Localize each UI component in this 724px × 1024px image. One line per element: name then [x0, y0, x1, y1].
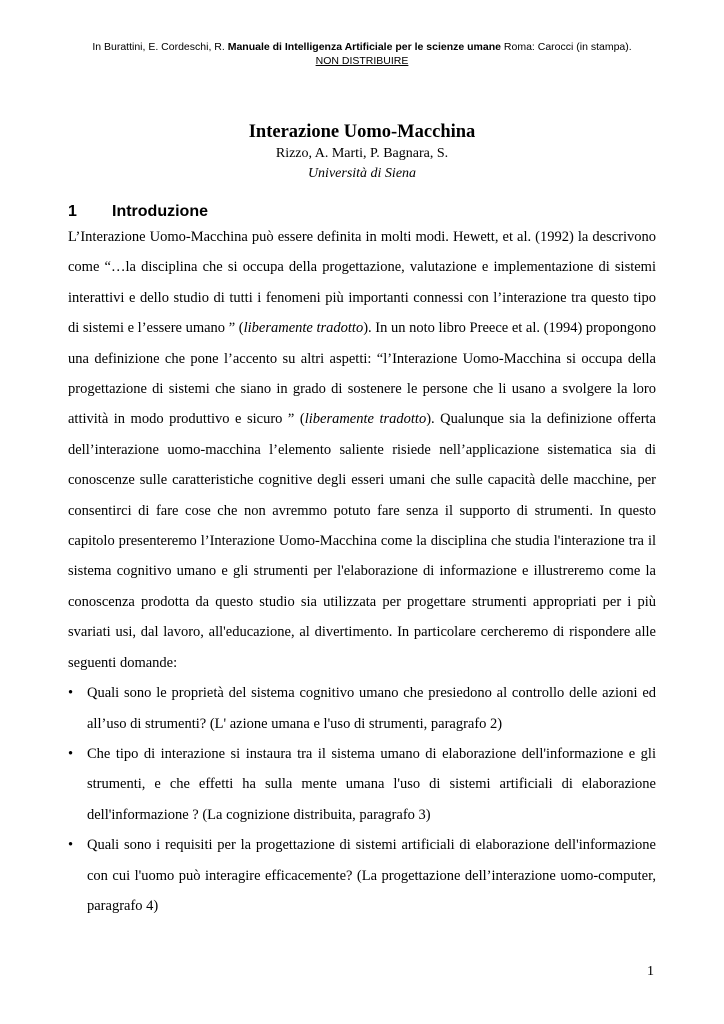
- list-item: [68, 739, 656, 830]
- title-block: [40, 120, 684, 184]
- list-item-text: Quali sono i requisiti per la progettazione di sistemi artificiali di elaborazione dell'informazione con cui l'uomo può interagire efficacemente? (La progettazione dell’interazione uomo-computer, paragrafo 4): [87, 837, 656, 914]
- paragraph-part-3: ). Qualunque sia la definizione offerta dell’interazione uomo-macchina l’elemento saliente risiede nell’applicazione sistematica sia di conoscenze sulle caratteristiche cognitive degli esseri umani che sulle capacità delle macchine, per consentirci di fare cose che non avremmo potuto fare senza il supporto di strumenti. In questo capitolo presenteremo l’Interazione Uomo-Macchina come la disciplina che studia l'interazione tra il sistema cognitivo umano e gli strumenti per l'elaborazione di informazione e illustreremo come la conoscenza prodotta da questo studio sia utilizzata per progettare strumenti appropriati per i più svariati usi, dal lavoro, all'educazione, al divertimento. In particolare cercheremo di rispondere alle seguenti domande:: [68, 411, 656, 671]
- section-number: 1: [68, 203, 77, 220]
- affiliation-line: Università di Siena: [307, 166, 417, 181]
- bullet-marker: •: [68, 837, 74, 854]
- section-heading: [68, 202, 208, 222]
- intro-paragraph: [68, 222, 656, 678]
- header-authors: In Burattini, E. Cordeschi, R.: [92, 41, 228, 53]
- header-book-title: Manuale di Intelligenza Artificiale per le scienze umane: [227, 41, 501, 53]
- list-item-text: Quali sono le proprietà del sistema cognitivo umano che presiedono al controllo delle azioni ed all’uso di strumenti? (L' azione umana e l'uso di strumenti, paragrafo 2): [87, 685, 656, 732]
- paragraph-italic-1: liberamente tradotto: [243, 320, 364, 337]
- list-item: [68, 830, 656, 921]
- paragraph-part-1: L’Interazione Uomo-Macchina può essere definita in molti modi. Hewett, et al. (1992) la descrivono come “…la disciplina che si occupa della progettazione, valutazione e implementazione di sistemi interattivi e dello studio di tutti i fenomeni più importanti connessi con l’interazione tra questo tipo di sistemi e l’essere umano ” (: [68, 229, 656, 337]
- question-list: [68, 678, 656, 921]
- bullet-marker: •: [68, 745, 74, 762]
- body-text: [68, 222, 656, 921]
- header-publisher: Roma: Carocci (in stampa).: [500, 41, 632, 53]
- bullet-marker: •: [68, 685, 74, 702]
- running-header: [40, 40, 684, 68]
- list-item-text: Che tipo di interazione si instaura tra il sistema umano di elaborazione dell'informazione e gli strumenti, e che effetti ha sulla mente umana l'uso di sistemi artificiali di elaborazione dell'informazione ? (La cognizione distribuita, paragrafo 3): [87, 745, 656, 823]
- page-title: Interazione Uomo-Macchina: [248, 122, 476, 142]
- list-item: [68, 678, 656, 739]
- authors-line: Rizzo, A. Marti, P. Bagnara, S.: [275, 146, 449, 161]
- page-number: 1: [647, 964, 654, 979]
- section-title: Introduzione: [112, 203, 208, 220]
- header-notice: NON DISTRIBUIRE: [315, 55, 409, 67]
- paragraph-italic-2: liberamente tradotto: [304, 411, 427, 428]
- paragraph-part-2: ). In un noto libro Preece et al. (1994) propongono una definizione che pone l’accento su altri aspetti: “l’Interazione Uomo-Macchina si occupa della progettazione di sistemi che siano in grado di sostenere le persone che li usano a svolgere la loro attività in modo produttivo e sicuro ” (: [68, 320, 657, 428]
